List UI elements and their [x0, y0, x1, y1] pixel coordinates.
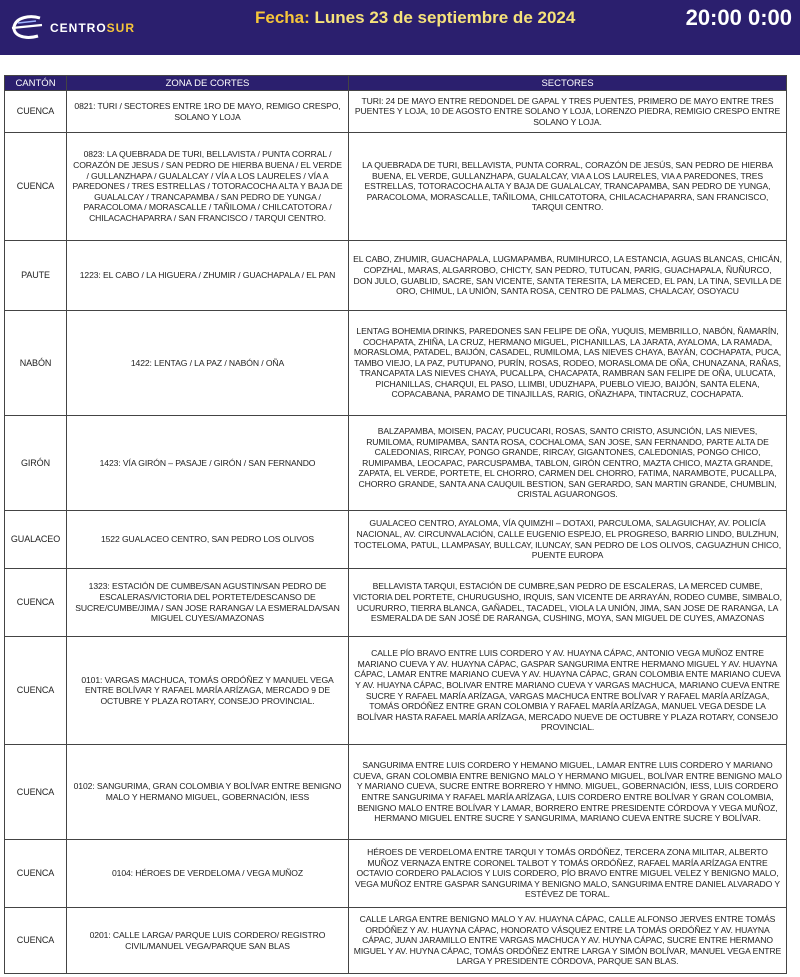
header-bar	[0, 0, 800, 55]
table-row	[5, 91, 787, 133]
table-row	[5, 840, 787, 908]
sectores-cell: SANGURIMA ENTRE LUIS CORDERO Y HEMANO MIGUEL, LAMAR ENTRE LUIS CORDERO Y MARIANO CUEVA, GRAN COLOMBIA ENTRE BENIGNO MALO Y HERMANO MIGUEL, BOLÍVAR ENTRE BENIGNO MALO Y MARIANO CUEVA, SUCRE ENTRE BORRERO Y HMNO. MIGUEL, GOBERNACIÓN, IESS, LUIS CORDERO ENTRE SANGURIMA Y RAFAEL MARÍA ARÍZAGA, LUIS CORDERO ENTRE BOLÍVAR Y GRAN COLOMBIA, BENIGNO MALO ENTRE BOLÍVAR Y LAMAR, BORRERO ENTRE PRESIDENTE CÓRDOVA Y VEGA MUÑOZ, HERMANO MIGUEL ENTRE SUCRE Y SANGURIMA, MARIANO CUEVA ENTRE SUCRE Y BOLÍVAR.	[349, 745, 787, 840]
table-row	[5, 416, 787, 511]
sectores-cell: EL CABO, ZHUMIR, GUACHAPALA, LUGMAPAMBA, RUMIHURCO, LA ESTANCIA, AGUAS BLANCAS, CHICÁN, COPZHAL, MARAS, ALGARROBO, CHICTY, SAN PEDRO, TUTUCAN, PARIG, GUACHAPALA, ÑUÑURCO, DON JULO, GUABLID, SACRE, SAN VICENTE, SANTA TERESITA, LA MERCED, EL PAN, LA TINA, SEVILLA DE ORO, CHIMUL, LA UNIÓN, SANTA ROSA, CENTRO DE PALMAS, CHALACAY, OSOYACU	[349, 241, 787, 311]
zona-cell: 1223: EL CABO / LA HIGUERA / ZHUMIR / GUACHAPALA / EL PAN	[67, 241, 349, 311]
zona-cell: 1323: ESTACIÓN DE CUMBE/SAN AGUSTIN/SAN PEDRO DE ESCALERAS/VICTORIA DEL PORTETE/DESCANSO DE SUCRE/CUMBE/JIMA / SAN JOSE RARANGA/ LA ESMERALDA/SAN MIGUEL CUYES/AMAZONAS	[67, 569, 349, 637]
canton-cell: NABÓN	[5, 311, 67, 416]
date-value: Lunes 23 de septiembre de 2024	[314, 8, 576, 27]
centrosur-logo	[10, 15, 135, 41]
date-display	[255, 8, 575, 28]
table-row	[5, 569, 787, 637]
time-range: 20:00 0:00	[685, 5, 792, 30]
canton-cell: CUENCA	[5, 637, 67, 745]
logo-text-centro: CENTRO	[50, 20, 107, 35]
logo-text-sur: SUR	[106, 20, 136, 35]
sectores-cell: CALLE PÍO BRAVO ENTRE LUIS CORDERO Y AV. HUAYNA CÁPAC, ANTONIO VEGA MUÑOZ ENTRE MARIANO CUEVA Y AV. HUAYNA CÁPAC, GASPAR SANGURIMA ENTRE HERMANO MIGUEL Y AV. HUAYNA CÁPAC, LAMAR ENTRE MARIANO CUEVA Y AV. HUAYNA CÁPAC, GRAN COLOMBIA ENTE MARIANO CUEVA Y AV. HUAYNA CÁPAC, BOLIVAR ENTRE MARIANO CUEVA Y VARGAS MACHUCA, MARIANO CUEVA ENTRE SUCRE Y RAFAEL MARÍA ARÍZAGA, VARGAS MACHUCA ENTRE BOLÍVAR Y RAFAEL MARÍA ARÍZAGA, TOMÁS ORDÓÑEZ ENTRE GRAN COLOMBIA Y RAFAEL MARÍA ARÍZAGA, MANUEL VEGA DESDE LA BOLÍVAR HASTA RAFAEL MARÍA ARÍZAGA, MERCADO NUEVE DE OCTUBRE Y PLAZA ROTARY, CONSEJO PROVINCIAL.	[349, 637, 787, 745]
table-body	[5, 91, 787, 974]
table-row	[5, 241, 787, 311]
sectores-cell: HÉROES DE VERDELOMA ENTRE TARQUI Y TOMÁS ORDÓÑEZ, TERCERA ZONA MILITAR, ALBERTO MUÑOZ VERNAZA ENTRE CORONEL TALBOT Y TOMÁS ORDÓÑEZ, RAFAEL MARÍA ARÍZAGA ENTRE OCTAVIO CORDERO PALACIOS Y LUIS CORDERO, PÍO BRAVO ENTRE MIGUEL VELEZ Y BENIGNO MALO, VEGA MUÑOZ ENTRE GASPAR SANGURIMA Y BENIGNO MALO, SANGURIMA ENTRE DANIEL ALVARADO Y ESTÉVEZ DE TORAL.	[349, 840, 787, 908]
logo-text	[50, 21, 135, 35]
table-row	[5, 133, 787, 241]
canton-cell: CUENCA	[5, 745, 67, 840]
canton-cell: GUALACEO	[5, 511, 67, 569]
canton-cell: CUENCA	[5, 569, 67, 637]
date-label: Fecha:	[255, 8, 310, 27]
zona-cell: 0821: TURI / SECTORES ENTRE 1RO DE MAYO, REMIGO CRESPO, SOLANO Y LOJA	[67, 91, 349, 133]
zona-cell: 0102: SANGURIMA, GRAN COLOMBIA Y BOLÍVAR ENTRE BENIGNO MALO Y HERMANO MIGUEL, GOBERNACIÓN, IESS	[67, 745, 349, 840]
column-header-canton: CANTÓN	[5, 76, 67, 91]
canton-cell: PAUTE	[5, 241, 67, 311]
table-row	[5, 311, 787, 416]
sectores-cell: GUALACEO CENTRO, AYALOMA, VÍA QUIMZHI – DOTAXI, PARCULOMA, SALAGUICHAY, AV. POLICÍA NACIONAL, AV. CIRCUNVALACIÓN, CALLE EUGENIO ESPEJO, EL PROGRESO, BARRIO LINDO, BULZHUN, TOCTELOMA, PATUL, LLAMPASAY, BULLCAY, ILUNCAY, SAN PEDRO DE LOS OLIVOS, CAGUAZHUN CHICO, PUENTE EUROPA	[349, 511, 787, 569]
zona-cell: 0104: HÉROES DE VERDELOMA / VEGA MUÑOZ	[67, 840, 349, 908]
zona-cell: 1422: LENTAG / LA PAZ / NABÓN / OÑA	[67, 311, 349, 416]
centrosur-logo-icon	[10, 15, 44, 41]
sectores-cell: CALLE LARGA ENTRE BENIGNO MALO Y AV. HUAYNA CÁPAC, CALLE ALFONSO JERVES ENTRE TOMÁS ORDÓÑEZ Y AV. HUAYNA CÁPAC, HONORATO VÁSQUEZ ENTRE LA TOMÁS ORDÓÑEZ Y AV. HUAYNA CÁPAC, JUAN JARAMILLO ENTRE VARGAS MACHUCA Y AV. HUYNA CÁPAC, SUCRE ENTRE HERMANO MIGUEL Y AV. HUYNA CÁPAC, TOMÁS ORDÓÑEZ ENTRE LARGA Y SIMÓN BOLÍVAR, MANUEL VEGA ENTRE LARGA Y PRESIDENTE CÓRDOVA, PARQUE SAN BLAS.	[349, 908, 787, 974]
zona-cell: 1423: VÍA GIRÓN – PASAJE / GIRÓN / SAN FERNANDO	[67, 416, 349, 511]
table-row	[5, 511, 787, 569]
sectores-cell: LA QUEBRADA DE TURI, BELLAVISTA, PUNTA CORRAL, CORAZÓN DE JESÚS, SAN PEDRO DE HIERBA BUENA, EL VERDE, GULLANZHAPA, GUALALCAY, VIA A LOS LAURELES, VIA A PAREDONES, TRES ESTRELLAS, TOTORACOCHA ALTA Y BAJA DE GUALALCAY, TRANCAPAMBA, SAN PEDRO DE YUNGA, PARACOLOMA, MORASCALLE, TAÑILOMA, CHILCATOTORA, CHILACACHAPARRA, SAN FRANCISCO, TARQUI CENTRO.	[349, 133, 787, 241]
zona-cell: 1522 GUALACEO CENTRO, SAN PEDRO LOS OLIVOS	[67, 511, 349, 569]
sectores-cell: BALZAPAMBA, MOISEN, PACAY, PUCUCARI, ROSAS, SANTO CRISTO, ASUNCIÓN, LAS NIEVES, RUMILOMA, RUMIPAMBA, SANTA ROSA, COCHALOMA, SAN JOSE, SAN FERNANDO, PARTE ALTA DE CALEDONIAS, RIRCAY, PONGO GRANDE, RIRCAY, GIGANTONES, CALEDONIAS, PONGO CHICO, RUMIPAMBA, LEOCAPAC, PARCUSPAMBA, TABLON, GIRÓN CENTRO, MAZTA CHICO, MAZTA GRANDE, ZAPATA, EL VERDE, PORTETE, EL CHORRO, CARMEN DEL CHORRO, FATIMA, NARAMBOTE, PUCALLPA, CHORRO GRANDE, SANTA ANA CAUQUIL BESTION, SAN GERARDO, SAN MARTIN GRANDE, CHUMBLIN, CRISTAL AGUARONGOS.	[349, 416, 787, 511]
table-row	[5, 637, 787, 745]
column-header-sectores: SECTORES	[349, 76, 787, 91]
canton-cell: GIRÓN	[5, 416, 67, 511]
table-row	[5, 908, 787, 974]
canton-cell: CUENCA	[5, 133, 67, 241]
sectores-cell: TURI: 24 DE MAYO ENTRE REDONDEL DE GAPAL Y TRES PUENTES, PRIMERO DE MAYO ENTRE TRES PUENTES Y LOJA, 10 DE AGOSTO ENTRE SOLANO Y LOJA, LORENZO PIEDRA, REMIGIO CRESPO ENTRE SOLANO Y LOJA.	[349, 91, 787, 133]
column-header-zona: ZONA DE CORTES	[67, 76, 349, 91]
zona-cell: 0101: VARGAS MACHUCA, TOMÁS ORDÓÑEZ Y MANUEL VEGA ENTRE BOLÍVAR Y RAFAEL MARÍA ARÍZAGA, MERCADO 9 DE OCTUBRE Y PLAZA ROTARY, CONSEJO PROVINCIAL.	[67, 637, 349, 745]
outage-table-container	[4, 75, 786, 974]
canton-cell: CUENCA	[5, 91, 67, 133]
zona-cell: 0201: CALLE LARGA/ PARQUE LUIS CORDERO/ REGISTRO CIVIL/MANUEL VEGA/PARQUE SAN BLAS	[67, 908, 349, 974]
table-row	[5, 745, 787, 840]
sectores-cell: LENTAG BOHEMIA DRINKS, PAREDONES SAN FELIPE DE OÑA, YUQUIS, MEMBRILLO, NABÓN, ÑAMARÍN, COCHAPATA, ZHIÑA, LA CRUZ, HERMANO MIGUEL, PICHANILLAS, LA JARATA, AYALOMA, LA RAMADA, MORASLOMA, PATADEL, BAIJÓN, CASADEL, RUMILOMA, LAS NIEVES CHAYA, BAYÁN, COCHAPATA, PUCA, TAMBO VIEJO, LA PAZ, PUTUPANO, PURÍN, ROSAS, RODEO, MORASLOMA DE OÑA, CHUNAZANA, RAÑAS, TRANCAPATA LAS NIEVES CHAYA, PUCALLPA, CHACAPATA, RAMBRAN SAN FELIPE DE OÑA, ULUCATA, PICHANILLAS, CHARQUI, EL PASO, LLIMBI, UDUZHAPA, PUEBLO VIEJO, BAIJÓN, SANTA ELENA, COPACABANA, PARAMO DE TINAJILLAS, RARIG, OÑAZHAPA, TINTACRUZ, COCHAPATA.	[349, 311, 787, 416]
zona-cell: 0823: LA QUEBRADA DE TURI, BELLAVISTA / PUNTA CORRAL / CORAZÓN DE JESUS / SAN PEDRO DE HIERBA BUENA / EL VERDE / GULLANZHAPA / GUALALCAY / VÍA A LOS LAURELES / VÍA A PAREDONES / TRES ESTRELLAS / TOTORACOCHA ALTA Y BAJA DE GUALALCAY / TRANCAPAMBA / SAN PEDRO DE YUNGA / PARACOLOMA / MORASCALLE / TAÑILOMA / CHILCATOTORA / CHILACACHAPARRA / SAN FRANCISCO / TARQUI CENTRO.	[67, 133, 349, 241]
table-header-row	[5, 76, 787, 91]
canton-cell: CUENCA	[5, 840, 67, 908]
canton-cell: CUENCA	[5, 908, 67, 974]
sectores-cell: BELLAVISTA TARQUI, ESTACIÓN DE CUMBRE,SAN PEDRO DE ESCALERAS, LA MERCED CUMBE, VICTORIA DEL PORTETE, CHURUGUSHO, IRQUIS, SAN VICENTE DE ARRAYÁN, RODEO CUMBE, SIMBALO, UCURURRO, TIERRA BLANCA, GAÑADEL, TACADEL, VIOLA LA UNIÓN, JIMA, SAN JOSE DE RARANGA, LA ESMERALDA DE SAN JOSÉ DE RARANGA, CUSHING, MOYA, SAN MIGUEL DE CUYES, AMAZONAS	[349, 569, 787, 637]
outage-table	[4, 75, 787, 974]
